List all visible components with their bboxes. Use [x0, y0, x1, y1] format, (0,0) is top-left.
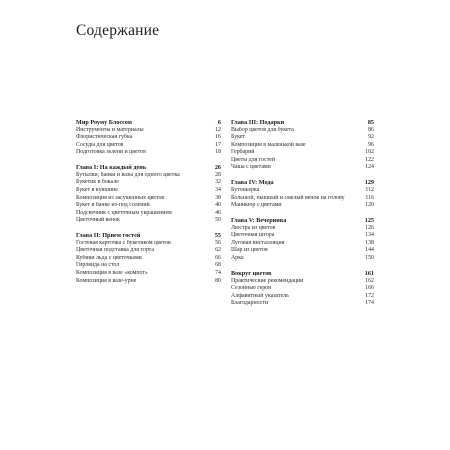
toc-entry-title: Практические рекомендации	[231, 277, 304, 284]
toc-section	[231, 217, 374, 262]
toc-entry[interactable]	[76, 255, 221, 263]
toc-entry-title: Бутылки, банки и вазы для одного цветка	[76, 171, 180, 178]
toc-entry[interactable]	[76, 127, 221, 135]
toc-entry-page: 92	[368, 134, 374, 141]
toc-entry-title: Кубики льда с цветочками	[76, 254, 142, 261]
toc-entry-page: 96	[368, 141, 374, 148]
toc-entry[interactable]	[76, 149, 221, 157]
toc-right-column	[231, 119, 374, 315]
toc-entry-title: Большой, пышный и смелый венок на голову	[231, 194, 345, 201]
toc-heading[interactable]	[231, 270, 374, 278]
toc-entry[interactable]	[231, 255, 374, 263]
toc-entry[interactable]	[76, 202, 221, 210]
toc-entry[interactable]	[231, 127, 374, 135]
toc-entry[interactable]	[231, 247, 374, 255]
toc-entry-title: Алфавитный указатель	[231, 292, 289, 299]
toc-entry[interactable]	[76, 262, 221, 270]
toc-entry-page: 134	[365, 232, 374, 239]
toc-entry[interactable]	[231, 157, 374, 165]
toc-heading[interactable]	[76, 164, 221, 172]
toc-entry-page: 62	[215, 247, 221, 254]
toc-entry[interactable]	[231, 142, 374, 150]
toc-entry-title: Гирлянда на стол	[76, 262, 120, 269]
toc-entry-page: 18	[215, 149, 221, 156]
toc-entry-title: Благодарности	[231, 300, 269, 307]
toc-entry-page: 122	[365, 156, 374, 163]
toc-entry-page: 138	[365, 239, 374, 246]
toc-section	[231, 119, 374, 172]
toc-entry-page: 17	[215, 141, 221, 148]
toc-entry-title: Композиция в маленькой вазе	[231, 141, 306, 148]
toc-section	[231, 179, 374, 209]
toc-entry[interactable]	[76, 210, 221, 218]
toc-entry-page: 56	[215, 239, 221, 246]
toc-entry-title: Букетик в бокале	[76, 179, 119, 186]
toc-entry-title: Луговая инсталляция	[231, 239, 285, 246]
toc-left-column	[76, 119, 221, 293]
toc-entry-page: 74	[215, 270, 221, 277]
toc-entry-page: 32	[215, 179, 221, 186]
toc-entry-page: 166	[365, 285, 374, 292]
toc-entry-title: Инструменты и материалы	[76, 126, 144, 133]
toc-entry-title: Маникюр с цветами	[231, 202, 282, 209]
toc-entry-title: Композиция из засушенных цветов	[76, 194, 165, 201]
toc-section	[231, 270, 374, 308]
toc-heading-title: Глава III: Подарки	[231, 119, 285, 126]
toc-entry[interactable]	[231, 202, 374, 210]
toc-entry-title: Чаша с цветами	[231, 164, 271, 171]
toc-entry-title: Шар из цветов	[231, 247, 268, 254]
toc-entry-title: Композиция в вазе-урне	[76, 277, 137, 284]
toc-entry-title: Сезонные герои	[231, 285, 272, 292]
toc-entry[interactable]	[76, 270, 221, 278]
toc-heading-title: Глава I: На каждый день	[76, 164, 147, 172]
toc-heading-title: Глава IV: Мода	[231, 179, 274, 187]
toc-entry-title: Композиция в вазе «компот»	[76, 270, 148, 277]
toc-heading-title: Вокруг цветов	[231, 270, 272, 278]
toc-heading[interactable]	[231, 179, 374, 187]
toc-heading-page: 85	[367, 119, 374, 126]
page-title: Содержание	[76, 22, 160, 39]
toc-entry-page: 28	[215, 171, 221, 178]
toc-entry-page: 174	[365, 300, 374, 307]
toc-entry-title: Букет	[231, 134, 246, 141]
toc-entry[interactable]	[76, 247, 221, 255]
toc-entry[interactable]	[231, 285, 374, 293]
toc-heading[interactable]	[76, 119, 221, 127]
toc-entry-page: 12	[215, 126, 221, 133]
toc-entry-title: Цветы для гостей	[231, 156, 276, 163]
toc-entry-page: 116	[365, 194, 374, 201]
toc-entry-title: Люстра из цветов	[231, 224, 276, 231]
toc-entry[interactable]	[76, 134, 221, 142]
toc-entry[interactable]	[76, 240, 221, 248]
toc-heading-page: 6	[217, 119, 221, 126]
toc-entry-page: 112	[365, 186, 374, 193]
toc-entry-page: 38	[215, 194, 221, 201]
toc-heading-title: Мир Роуму Блоссом	[76, 119, 133, 126]
toc-entry[interactable]	[76, 195, 221, 203]
toc-heading-title: Глава V: Вечеринка	[231, 217, 287, 225]
toc-entry[interactable]	[76, 172, 221, 180]
toc-entry-page: 68	[215, 262, 221, 269]
toc-entry-page: 50	[215, 217, 221, 224]
toc-section	[76, 232, 221, 285]
toc-entry-title: Букет в банке из-под солений	[76, 202, 150, 209]
toc-entry-page: 40	[215, 202, 221, 209]
toc-entry[interactable]	[231, 232, 374, 240]
toc-entry[interactable]	[231, 134, 374, 142]
toc-entry[interactable]	[231, 225, 374, 233]
toc-entry-title: Букет в кувшине	[76, 186, 118, 193]
toc-entry-title: Гостевая карточка с букетиком цветов	[76, 239, 171, 246]
toc-section	[76, 119, 221, 157]
toc-heading-page: 125	[364, 217, 374, 225]
toc-entry[interactable]	[76, 278, 221, 286]
toc-entry[interactable]	[231, 293, 374, 301]
toc-entry[interactable]	[76, 142, 221, 150]
toc-entry-page: 144	[365, 247, 374, 254]
toc-entry-title: Сосуды для цветов	[76, 141, 124, 148]
toc-entry-title: Подготовка зелени и цветов	[76, 149, 146, 156]
toc-entry[interactable]	[76, 187, 221, 195]
toc-entry-title: Гербарий	[231, 149, 255, 156]
toc-heading-page: 26	[214, 164, 221, 172]
toc-entry[interactable]	[76, 179, 221, 187]
toc-entry-page: 46	[215, 209, 221, 216]
toc-entry[interactable]	[76, 217, 221, 225]
toc-entry-title: Цветочная штора	[231, 232, 275, 239]
toc-heading-page: 129	[364, 179, 374, 187]
toc-entry-title: Цветочный венок	[76, 217, 120, 224]
toc-entry-page: 34	[215, 186, 221, 193]
toc-heading-page: 55	[214, 232, 221, 240]
toc-entry-title: Цветочная подставка для торта	[76, 247, 154, 254]
toc-entry-page: 162	[365, 277, 374, 284]
toc-entry[interactable]	[231, 278, 374, 286]
toc-entry-page: 172	[365, 292, 374, 299]
toc-section	[76, 164, 221, 224]
toc-entry-page: 80	[215, 277, 221, 284]
toc-heading[interactable]	[231, 119, 374, 127]
toc-entry-page: 66	[215, 254, 221, 261]
toc-entry[interactable]	[231, 187, 374, 195]
toc-entry[interactable]	[231, 240, 374, 248]
toc-entry-page: 102	[365, 149, 374, 156]
toc-entry-title: Выбор цветов для букета	[231, 126, 294, 133]
toc-entry-page: 126	[365, 224, 374, 231]
toc-entry[interactable]	[231, 164, 374, 172]
toc-entry[interactable]	[231, 149, 374, 157]
toc-entry-page: 120	[365, 202, 374, 209]
toc-entry-page: 86	[368, 126, 374, 133]
toc-entry-page: 124	[365, 164, 374, 171]
toc-heading-page: 161	[364, 270, 374, 278]
toc-entry-title: Бутоньерка	[231, 186, 260, 193]
toc-entry[interactable]	[231, 300, 374, 308]
toc-entry-title: Флористическая губка	[76, 134, 133, 141]
toc-entry[interactable]	[231, 195, 374, 203]
toc-heading-title: Глава II: Прием гостей	[76, 232, 141, 240]
toc-heading[interactable]	[76, 232, 221, 240]
toc-entry-page: 150	[365, 254, 374, 261]
toc-heading[interactable]	[231, 217, 374, 225]
toc-entry-title: Арка	[231, 254, 244, 261]
toc-entry-page: 16	[215, 134, 221, 141]
toc-entry-title: Подсвечник с цветочным украшением	[76, 209, 172, 216]
